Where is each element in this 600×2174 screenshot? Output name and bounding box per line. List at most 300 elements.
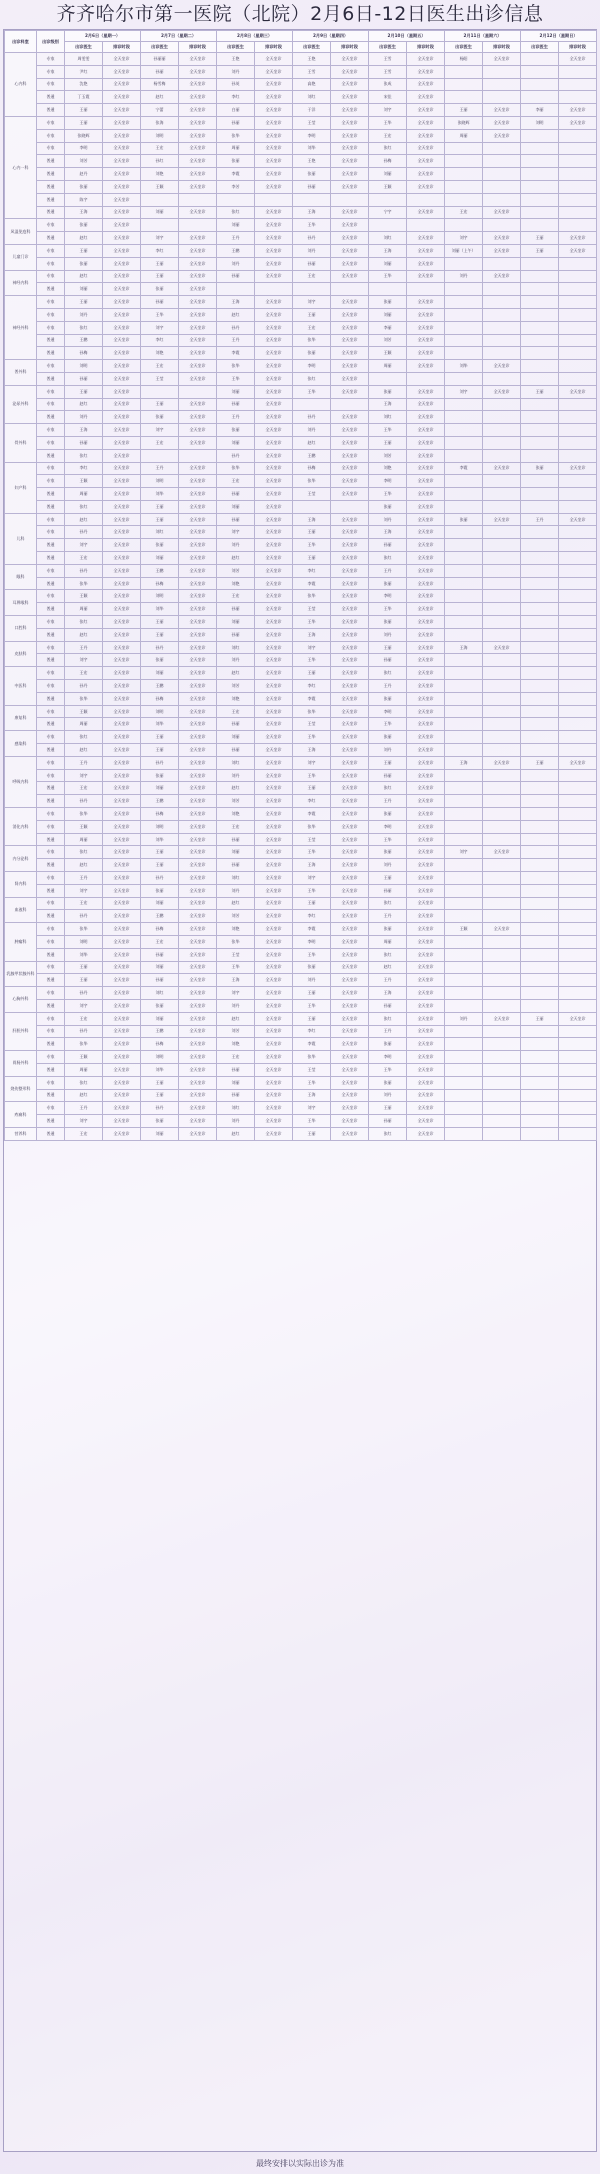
doctor-cell: 王丽 (445, 104, 483, 117)
timeslot-cell: 全天坐诊 (103, 628, 141, 641)
table-row (5, 53, 597, 66)
level-cell: 专家 (37, 1102, 65, 1115)
timeslot-cell (559, 436, 597, 449)
timeslot-cell (483, 219, 521, 232)
doctor-cell: 张红 (65, 846, 103, 859)
timeslot-cell (483, 974, 521, 987)
doctor-cell: 王莹 (293, 1063, 331, 1076)
timeslot-cell: 全天坐诊 (103, 795, 141, 808)
timeslot-cell: 全天坐诊 (407, 1063, 445, 1076)
doctor-cell: 王丽 (521, 1012, 559, 1025)
doctor-cell: 王丽 (141, 1089, 179, 1102)
table-row (5, 744, 597, 757)
timeslot-cell (331, 283, 369, 296)
timeslot-cell: 全天坐诊 (179, 654, 217, 667)
doctor-cell: 高艳 (293, 78, 331, 91)
level-cell: 普通 (37, 744, 65, 757)
timeslot-cell: 全天坐诊 (179, 667, 217, 680)
timeslot-cell (559, 948, 597, 961)
timeslot-cell: 全天坐诊 (179, 744, 217, 757)
timeslot-cell: 全天坐诊 (331, 78, 369, 91)
doctor-cell: 王海 (445, 641, 483, 654)
timeslot-cell: 全天坐诊 (179, 372, 217, 385)
doctor-cell: 张丽 (217, 155, 255, 168)
level-cell: 普通 (37, 718, 65, 731)
timeslot-cell (559, 616, 597, 629)
doctor-cell (445, 769, 483, 782)
doctor-cell: 赵红 (65, 1089, 103, 1102)
timeslot-cell: 全天坐诊 (331, 577, 369, 590)
timeslot-cell: 全天坐诊 (255, 180, 293, 193)
doctor-cell: 张华 (293, 590, 331, 603)
timeslot-cell: 全天坐诊 (255, 1063, 293, 1076)
timeslot-cell: 全天坐诊 (407, 1025, 445, 1038)
doctor-cell: 王海 (65, 424, 103, 437)
timeslot-cell: 全天坐诊 (255, 296, 293, 309)
header-timeslot: 排诊时段 (255, 42, 293, 53)
doctor-cell (521, 1038, 559, 1051)
doctor-cell (445, 1038, 483, 1051)
timeslot-cell: 全天坐诊 (407, 705, 445, 718)
doctor-cell (521, 910, 559, 923)
table-row (5, 1038, 597, 1051)
doctor-cell: 刘丹 (217, 1115, 255, 1128)
doctor-cell: 王莹 (293, 116, 331, 129)
timeslot-cell: 全天坐诊 (103, 731, 141, 744)
timeslot-cell (559, 884, 597, 897)
timeslot-cell (559, 718, 597, 731)
level-cell: 普通 (37, 155, 65, 168)
timeslot-cell (559, 1115, 597, 1128)
timeslot-cell: 全天坐诊 (255, 513, 293, 526)
timeslot-cell: 全天坐诊 (331, 923, 369, 936)
doctor-cell (521, 590, 559, 603)
timeslot-cell: 全天坐诊 (407, 680, 445, 693)
doctor-cell: 孙丽 (217, 628, 255, 641)
doctor-cell (445, 526, 483, 539)
timeslot-cell (483, 65, 521, 78)
doctor-cell (445, 1025, 483, 1038)
doctor-cell (521, 372, 559, 385)
table-row (5, 1025, 597, 1038)
doctor-cell (521, 193, 559, 206)
table-row (5, 628, 597, 641)
level-cell: 专家 (37, 360, 65, 373)
timeslot-cell: 全天坐诊 (255, 923, 293, 936)
doctor-cell: 沈艳 (65, 78, 103, 91)
department-cell: 肝胆外科 (5, 1012, 37, 1050)
doctor-cell: 王莹 (141, 372, 179, 385)
timeslot-cell: 全天坐诊 (255, 795, 293, 808)
timeslot-cell: 全天坐诊 (331, 756, 369, 769)
timeslot-cell: 全天坐诊 (407, 513, 445, 526)
timeslot-cell: 全天坐诊 (103, 641, 141, 654)
doctor-cell: 张丽 (369, 692, 407, 705)
table-row (5, 756, 597, 769)
timeslot-cell: 全天坐诊 (179, 1025, 217, 1038)
doctor-cell: 刘明 (141, 475, 179, 488)
doctor-cell: 王丽 (293, 1127, 331, 1140)
timeslot-cell: 全天坐诊 (331, 808, 369, 821)
timeslot-cell: 全天坐诊 (179, 308, 217, 321)
doctor-cell (445, 795, 483, 808)
timeslot-cell: 全天坐诊 (255, 449, 293, 462)
doctor-cell: 刘丽 (65, 283, 103, 296)
timeslot-cell: 全天坐诊 (255, 155, 293, 168)
doctor-cell: 王丽 (369, 872, 407, 885)
doctor-cell: 孙丽 (65, 372, 103, 385)
doctor-cell (445, 347, 483, 360)
timeslot-cell: 全天坐诊 (255, 142, 293, 155)
doctor-cell (445, 987, 483, 1000)
doctor-cell: 孙梅 (141, 1038, 179, 1051)
doctor-cell (521, 782, 559, 795)
timeslot-cell (559, 897, 597, 910)
header-doctor: 出诊医生 (217, 42, 255, 53)
doctor-cell: 王海 (65, 206, 103, 219)
timeslot-cell: 全天坐诊 (179, 1051, 217, 1064)
timeslot-cell: 全天坐诊 (331, 308, 369, 321)
timeslot-cell (559, 705, 597, 718)
doctor-cell: 王华 (293, 616, 331, 629)
header-timeslot: 排诊时段 (483, 42, 521, 53)
doctor-cell: 孙丽 (217, 270, 255, 283)
timeslot-cell: 全天坐诊 (255, 705, 293, 718)
timeslot-cell (331, 193, 369, 206)
doctor-cell: 王莹 (217, 948, 255, 961)
doctor-cell: 张红 (65, 1076, 103, 1089)
timeslot-cell: 全天坐诊 (331, 296, 369, 309)
table-row (5, 526, 597, 539)
timeslot-cell: 全天坐诊 (407, 948, 445, 961)
level-cell: 专家 (37, 526, 65, 539)
doctor-cell: 王华 (293, 1076, 331, 1089)
doctor-cell: 王鹏 (217, 244, 255, 257)
doctor-cell (445, 667, 483, 680)
doctor-cell: 王丽 (65, 974, 103, 987)
timeslot-cell (559, 833, 597, 846)
timeslot-cell: 全天坐诊 (331, 411, 369, 424)
timeslot-cell: 全天坐诊 (407, 1076, 445, 1089)
timeslot-cell: 全天坐诊 (255, 999, 293, 1012)
timeslot-cell: 全天坐诊 (103, 1038, 141, 1051)
doctor-cell: 王海 (293, 628, 331, 641)
doctor-cell: 孙梅 (369, 155, 407, 168)
timeslot-cell (179, 219, 217, 232)
doctor-cell: 王丽 (141, 500, 179, 513)
doctor-cell: 孙丽 (217, 833, 255, 846)
timeslot-cell (483, 398, 521, 411)
table-row (5, 705, 597, 718)
doctor-cell (521, 667, 559, 680)
timeslot-cell: 全天坐诊 (407, 436, 445, 449)
timeslot-cell: 全天坐诊 (103, 424, 141, 437)
doctor-cell (521, 820, 559, 833)
timeslot-cell (483, 961, 521, 974)
timeslot-cell: 全天坐诊 (103, 603, 141, 616)
doctor-cell (445, 616, 483, 629)
timeslot-cell: 全天坐诊 (407, 449, 445, 462)
doctor-cell: 王丹 (369, 795, 407, 808)
doctor-cell (521, 500, 559, 513)
timeslot-cell: 全天坐诊 (331, 961, 369, 974)
doctor-cell: 张红 (217, 206, 255, 219)
department-cell: 消化内科 (5, 808, 37, 846)
doctor-cell: 周丽 (65, 488, 103, 501)
timeslot-cell: 全天坐诊 (255, 78, 293, 91)
doctor-cell: 王海 (293, 206, 331, 219)
doctor-cell: 张海 (141, 116, 179, 129)
department-cell: 心内一科 (5, 116, 37, 218)
table-row (5, 232, 597, 245)
timeslot-cell: 全天坐诊 (103, 718, 141, 731)
timeslot-cell: 全天坐诊 (331, 180, 369, 193)
timeslot-cell: 全天坐诊 (331, 987, 369, 1000)
level-cell: 普通 (37, 692, 65, 705)
table-row (5, 104, 597, 117)
timeslot-cell: 全天坐诊 (179, 257, 217, 270)
timeslot-cell: 全天坐诊 (407, 142, 445, 155)
doctor-cell (521, 884, 559, 897)
timeslot-cell: 全天坐诊 (331, 603, 369, 616)
doctor-cell (521, 308, 559, 321)
doctor-cell: 孙丹 (141, 872, 179, 885)
doctor-cell: 白丽 (217, 104, 255, 117)
doctor-cell: 孙丽 (369, 999, 407, 1012)
timeslot-cell (407, 283, 445, 296)
timeslot-cell: 全天坐诊 (331, 1102, 369, 1115)
timeslot-cell: 全天坐诊 (331, 257, 369, 270)
doctor-cell: 王丹 (65, 641, 103, 654)
doctor-cell: 张丽 (141, 999, 179, 1012)
doctor-cell: 刘宇 (65, 999, 103, 1012)
timeslot-cell: 全天坐诊 (179, 872, 217, 885)
doctor-cell: 刘丹 (217, 539, 255, 552)
timeslot-cell: 全天坐诊 (331, 360, 369, 373)
doctor-cell: 张华 (65, 808, 103, 821)
table-row (5, 564, 597, 577)
timeslot-cell: 全天坐诊 (407, 769, 445, 782)
timeslot-cell: 全天坐诊 (103, 552, 141, 565)
table-row (5, 999, 597, 1012)
timeslot-cell: 全天坐诊 (103, 590, 141, 603)
doctor-cell (521, 411, 559, 424)
timeslot-cell: 全天坐诊 (255, 897, 293, 910)
table-row (5, 308, 597, 321)
timeslot-cell: 全天坐诊 (331, 1089, 369, 1102)
timeslot-cell (483, 475, 521, 488)
timeslot-cell (559, 692, 597, 705)
table-row (5, 488, 597, 501)
doctor-cell: 王颖 (65, 820, 103, 833)
timeslot-cell: 全天坐诊 (255, 680, 293, 693)
timeslot-cell: 全天坐诊 (331, 334, 369, 347)
timeslot-cell: 全天坐诊 (407, 360, 445, 373)
timeslot-cell (559, 744, 597, 757)
timeslot-cell: 全天坐诊 (179, 577, 217, 590)
doctor-cell: 陈宇 (65, 193, 103, 206)
doctor-cell: 王丽 (65, 244, 103, 257)
timeslot-cell (483, 808, 521, 821)
timeslot-cell: 全天坐诊 (255, 244, 293, 257)
timeslot-cell (559, 731, 597, 744)
doctor-cell (521, 654, 559, 667)
doctor-cell: 王宏 (369, 129, 407, 142)
doctor-cell (445, 283, 483, 296)
doctor-cell: 孙丽 (293, 180, 331, 193)
doctor-cell (521, 577, 559, 590)
doctor-cell: 孙丽 (369, 539, 407, 552)
doctor-cell: 孙梅 (141, 577, 179, 590)
timeslot-cell: 全天坐诊 (179, 142, 217, 155)
timeslot-cell: 全天坐诊 (331, 347, 369, 360)
timeslot-cell: 全天坐诊 (179, 692, 217, 705)
doctor-cell (445, 692, 483, 705)
doctor-cell: 王丹 (369, 974, 407, 987)
timeslot-cell: 全天坐诊 (407, 91, 445, 104)
doctor-cell: 张红 (65, 321, 103, 334)
timeslot-cell: 全天坐诊 (179, 104, 217, 117)
timeslot-cell: 全天坐诊 (179, 424, 217, 437)
doctor-cell (521, 641, 559, 654)
timeslot-cell: 全天坐诊 (559, 385, 597, 398)
timeslot-cell (559, 321, 597, 334)
timeslot-cell: 全天坐诊 (179, 283, 217, 296)
timeslot-cell: 全天坐诊 (407, 744, 445, 757)
doctor-cell: 王宏 (217, 820, 255, 833)
doctor-cell (445, 193, 483, 206)
timeslot-cell: 全天坐诊 (331, 744, 369, 757)
level-cell: 专家 (37, 475, 65, 488)
timeslot-cell: 全天坐诊 (407, 1038, 445, 1051)
level-cell: 专家 (37, 1025, 65, 1038)
level-cell: 普通 (37, 1063, 65, 1076)
timeslot-cell: 全天坐诊 (407, 564, 445, 577)
doctor-cell: 刘芳 (65, 155, 103, 168)
timeslot-cell (559, 1025, 597, 1038)
doctor-cell: 刘丹 (293, 424, 331, 437)
timeslot-cell: 全天坐诊 (103, 372, 141, 385)
timeslot-cell (559, 923, 597, 936)
timeslot-cell: 全天坐诊 (407, 897, 445, 910)
timeslot-cell: 全天坐诊 (103, 808, 141, 821)
timeslot-cell: 全天坐诊 (407, 910, 445, 923)
timeslot-cell: 全天坐诊 (103, 180, 141, 193)
table-row (5, 321, 597, 334)
doctor-cell: 孙丽 (369, 1115, 407, 1128)
doctor-cell: 刘明 (141, 590, 179, 603)
doctor-cell: 刘丽 (369, 168, 407, 181)
doctor-cell: 王丽 (141, 846, 179, 859)
header-doctor: 出诊医生 (65, 42, 103, 53)
doctor-cell: 张红 (65, 500, 103, 513)
timeslot-cell: 全天坐诊 (103, 897, 141, 910)
doctor-cell: 刘宇 (217, 987, 255, 1000)
timeslot-cell: 全天坐诊 (255, 1115, 293, 1128)
doctor-cell (445, 935, 483, 948)
timeslot-cell (483, 180, 521, 193)
doctor-cell (521, 897, 559, 910)
timeslot-cell (483, 1102, 521, 1115)
timeslot-cell: 全天坐诊 (103, 782, 141, 795)
timeslot-cell: 全天坐诊 (179, 731, 217, 744)
timeslot-cell: 全天坐诊 (331, 616, 369, 629)
doctor-cell: 赵红 (65, 270, 103, 283)
doctor-cell (445, 808, 483, 821)
timeslot-cell: 全天坐诊 (255, 270, 293, 283)
level-cell: 普通 (37, 833, 65, 846)
timeslot-cell (559, 334, 597, 347)
timeslot-cell: 全天坐诊 (103, 116, 141, 129)
timeslot-cell: 全天坐诊 (407, 756, 445, 769)
doctor-cell (521, 705, 559, 718)
table-row (5, 500, 597, 513)
level-cell: 专家 (37, 385, 65, 398)
doctor-cell (445, 974, 483, 987)
doctor-cell: 李明 (293, 360, 331, 373)
timeslot-cell (483, 667, 521, 680)
doctor-cell: 刘华 (141, 488, 179, 501)
doctor-cell (521, 769, 559, 782)
doctor-cell (293, 193, 331, 206)
doctor-cell: 王海 (369, 987, 407, 1000)
header-doctor: 出诊医生 (293, 42, 331, 53)
timeslot-cell: 全天坐诊 (331, 1115, 369, 1128)
timeslot-cell: 全天坐诊 (483, 1012, 521, 1025)
doctor-cell: 刘宇 (445, 232, 483, 245)
doctor-cell: 刘华 (445, 360, 483, 373)
table-row (5, 654, 597, 667)
timeslot-cell: 全天坐诊 (407, 257, 445, 270)
timeslot-cell: 全天坐诊 (103, 910, 141, 923)
doctor-cell: 王海 (369, 398, 407, 411)
doctor-cell: 王莹 (293, 833, 331, 846)
doctor-cell: 杨雪梅 (141, 78, 179, 91)
level-cell: 普通 (37, 411, 65, 424)
doctor-cell: 刘宇 (65, 884, 103, 897)
doctor-cell (521, 1051, 559, 1064)
timeslot-cell (483, 692, 521, 705)
doctor-cell: 张丽 (369, 1038, 407, 1051)
timeslot-cell: 全天坐诊 (103, 872, 141, 885)
doctor-cell (445, 91, 483, 104)
timeslot-cell: 全天坐诊 (179, 1038, 217, 1051)
doctor-cell: 孙丹 (141, 1102, 179, 1115)
timeslot-cell: 全天坐诊 (407, 974, 445, 987)
doctor-cell (521, 65, 559, 78)
timeslot-cell (559, 987, 597, 1000)
doctor-cell (521, 257, 559, 270)
timeslot-cell: 全天坐诊 (407, 935, 445, 948)
doctor-cell (445, 577, 483, 590)
timeslot-cell: 全天坐诊 (407, 500, 445, 513)
timeslot-cell (483, 718, 521, 731)
timeslot-cell: 全天坐诊 (407, 155, 445, 168)
table-row (5, 219, 597, 232)
level-cell: 普通 (37, 795, 65, 808)
doctor-cell: 张红 (369, 897, 407, 910)
timeslot-cell: 全天坐诊 (407, 961, 445, 974)
timeslot-cell (559, 168, 597, 181)
doctor-cell: 王宏 (65, 782, 103, 795)
timeslot-cell: 全天坐诊 (483, 923, 521, 936)
doctor-cell: 刘艳 (141, 347, 179, 360)
timeslot-cell (559, 488, 597, 501)
doctor-cell: 刘丹 (369, 513, 407, 526)
doctor-cell: 孙丹 (217, 449, 255, 462)
timeslot-cell: 全天坐诊 (559, 116, 597, 129)
doctor-cell: 王华 (293, 539, 331, 552)
